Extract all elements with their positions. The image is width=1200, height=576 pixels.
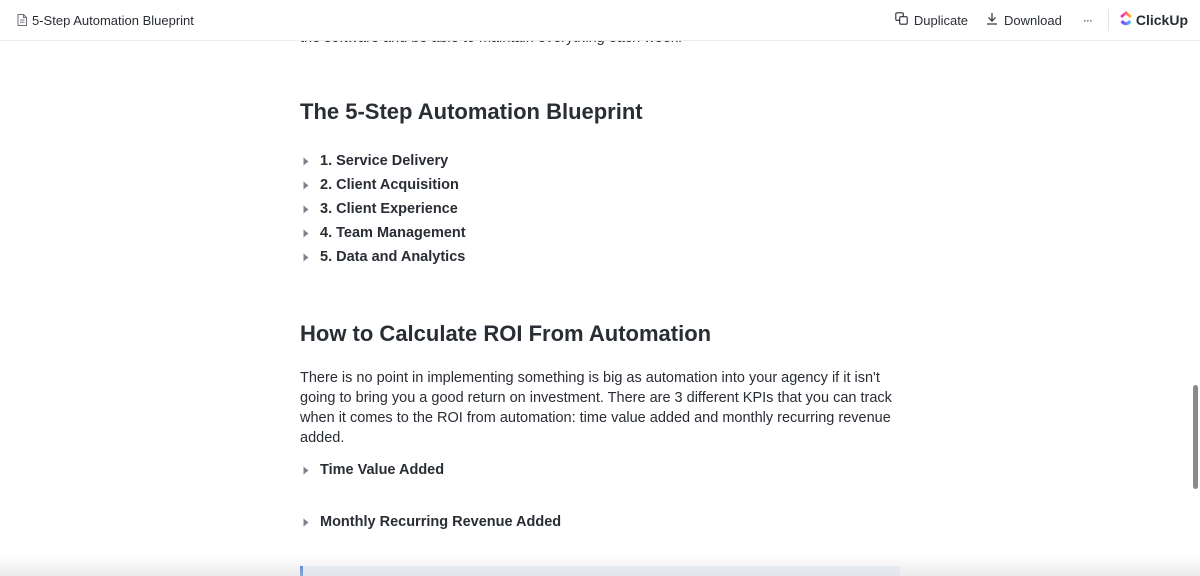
more-icon: ··· <box>1082 13 1092 27</box>
toggle-label: 4. Team Management <box>320 225 466 241</box>
more-options-button[interactable] <box>1071 0 1104 40</box>
bottom-shadow <box>0 554 1200 576</box>
caret-right-icon <box>300 229 320 238</box>
duplicate-label: Duplicate <box>913 12 969 28</box>
download-label: Download <box>1004 12 1062 28</box>
toggle-time-value-added[interactable] <box>300 458 444 482</box>
roi-paragraph: There is no point in implementing something is big as automation into your agency if it isn't going to bring you a good return on investment. There are 3 different KPIs that you can track when it comes to the ROI from automation: time value added and monthly recurring revenue added. <box>300 370 892 446</box>
caret-right-icon <box>300 181 320 190</box>
scrollbar-thumb[interactable] <box>1193 385 1198 489</box>
toggle-label: 2. Client Acquisition <box>320 177 459 193</box>
toggle-step-4[interactable] <box>300 221 466 245</box>
toggle-label: 3. Client Experience <box>320 201 458 217</box>
download-icon <box>986 12 998 28</box>
caret-right-icon <box>300 205 320 214</box>
toggle-label: 5. Data and Analytics <box>320 249 466 265</box>
toggle-step-1[interactable] <box>300 149 448 173</box>
clickup-logo-icon <box>1119 11 1133 29</box>
header-divider <box>1108 9 1109 31</box>
toggle-label: Time Value Added <box>320 462 445 478</box>
section-heading-blueprint: The 5-Step Automation Blueprint <box>300 99 643 124</box>
caret-right-icon <box>300 157 320 166</box>
toggle-step-5[interactable] <box>300 245 465 269</box>
top-bar <box>0 0 1200 41</box>
toggle-step-3[interactable] <box>300 197 458 221</box>
toggle-label: Monthly Recurring Revenue Added <box>320 514 562 530</box>
doc-title: 5-Step Automation Blueprint <box>32 12 194 28</box>
download-button[interactable] <box>977 0 1071 40</box>
toggle-step-2[interactable] <box>300 173 459 197</box>
header-actions <box>886 0 1188 40</box>
clickup-logo[interactable] <box>1119 11 1188 29</box>
caret-right-icon <box>300 518 320 527</box>
scrollbar-track[interactable] <box>1192 41 1200 576</box>
toggle-monthly-recurring-revenue[interactable] <box>300 510 561 534</box>
duplicate-button[interactable] <box>886 0 977 40</box>
section-heading-roi: How to Calculate ROI From Automation <box>300 321 712 346</box>
document-icon <box>17 14 27 26</box>
caret-right-icon <box>300 253 320 262</box>
doc-title-area <box>17 0 194 40</box>
toggle-label: 1. Service Delivery <box>320 153 449 169</box>
clickup-logo-text: ClickUp <box>1135 12 1188 28</box>
caret-right-icon <box>300 466 320 475</box>
duplicate-icon <box>895 12 908 28</box>
